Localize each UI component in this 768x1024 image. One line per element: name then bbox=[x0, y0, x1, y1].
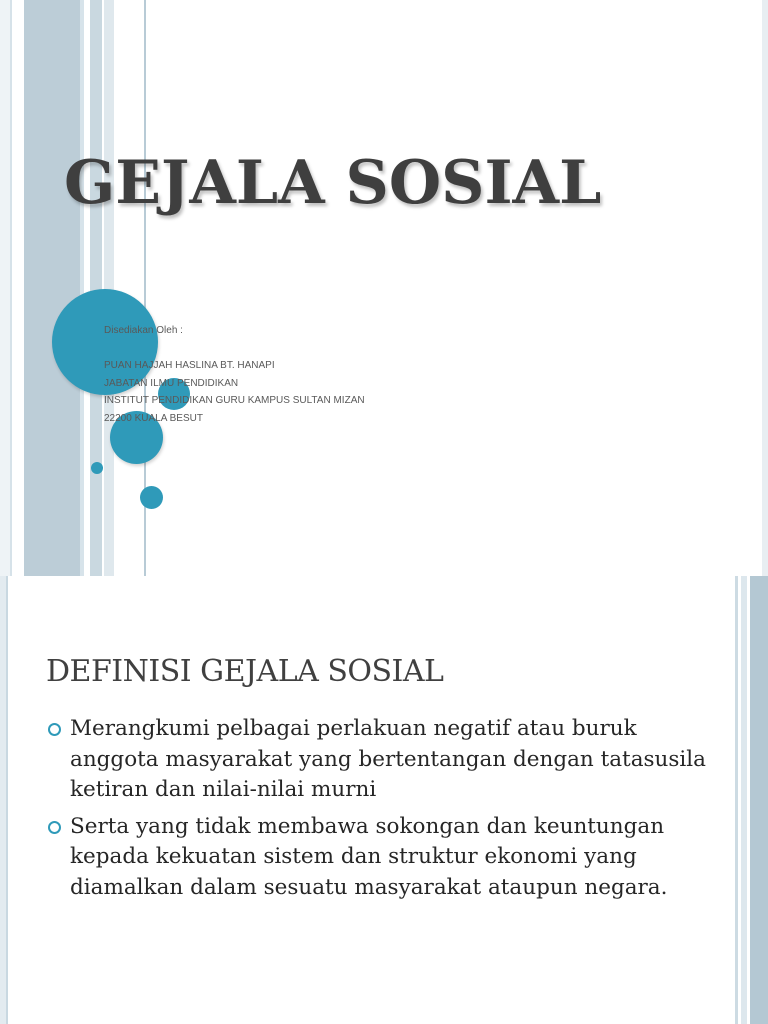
bullet-text: Merangkumi pelbagai perlakuan negatif atau buruk anggota masyarakat yang bertentangan dengan tatasusila ketiran dan nilai-nilai murni bbox=[70, 716, 706, 803]
ring-bullet-icon bbox=[48, 723, 61, 736]
decorative-band bbox=[80, 0, 84, 576]
list-item bbox=[46, 812, 706, 904]
prepared-by-block bbox=[104, 322, 365, 428]
institution: INSTITUT PENDIDIKAN GURU KAMPUS SULTAN MIZAN bbox=[104, 395, 365, 407]
decorative-band bbox=[6, 576, 8, 1024]
decorative-band bbox=[735, 576, 738, 1024]
decorative-band bbox=[104, 0, 114, 576]
decorative-band bbox=[741, 576, 747, 1024]
decorative-band bbox=[0, 0, 10, 576]
decorative-band bbox=[750, 576, 768, 1024]
author-name: PUAN HAJJAH HASLINA BT. HANAPI bbox=[104, 360, 275, 372]
ring-bullet-icon bbox=[48, 821, 61, 834]
slide-title: GEJALA SOSIAL bbox=[64, 148, 602, 218]
decorative-band bbox=[24, 0, 80, 576]
spacer bbox=[104, 340, 365, 358]
definition-slide bbox=[0, 576, 768, 1024]
bullet-text: Serta yang tidak membawa sokongan dan keuntungan kepada kekuatan sistem dan struktur ekonomi yang diamalkan dalam sesuatu masyarakat ataupun negara. bbox=[70, 813, 668, 900]
address: 22200 KUALA BESUT bbox=[104, 412, 203, 424]
decorative-circle-tiny bbox=[91, 462, 103, 474]
department: JABATAN ILMU PENDIDIKAN bbox=[104, 377, 239, 389]
decorative-band bbox=[762, 0, 768, 576]
decorative-band bbox=[90, 0, 102, 576]
decorative-band bbox=[10, 0, 12, 576]
list-item bbox=[46, 714, 706, 806]
slide-heading: DEFINISI GEJALA SOSIAL bbox=[46, 654, 444, 689]
bullet-list bbox=[46, 714, 706, 910]
prepared-by-label: Disediakan Oleh : bbox=[104, 325, 183, 336]
decorative-circle-small bbox=[140, 486, 163, 509]
